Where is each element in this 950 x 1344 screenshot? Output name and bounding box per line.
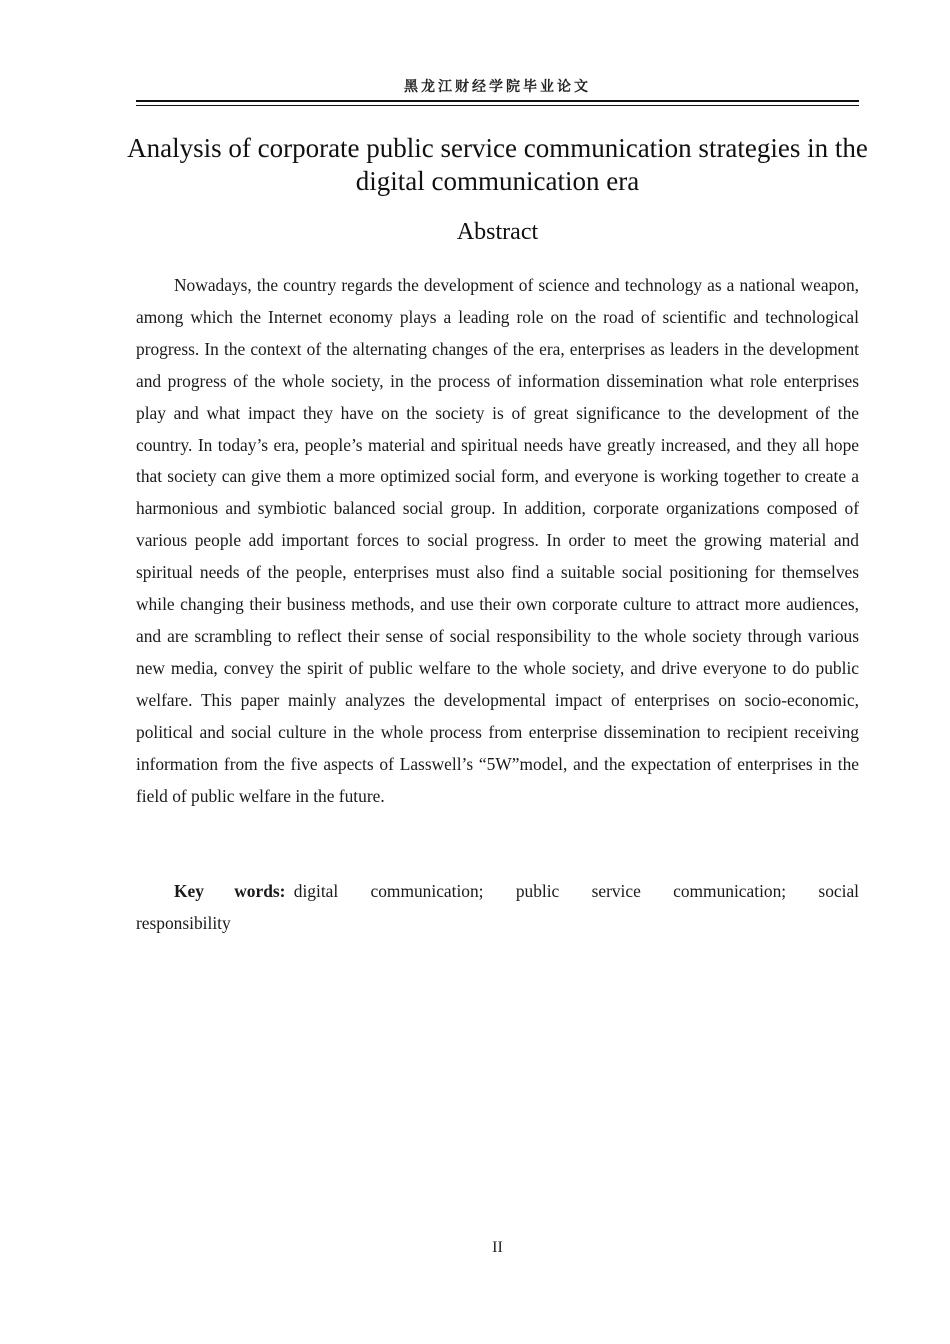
abstract-heading: Abstract [456,219,539,245]
keywords-label: Key words: [174,881,286,901]
keywords-text: digital communication; public service communication; social responsibility [136,881,859,933]
running-header: 黑龙江财经学院毕业论文 [404,79,591,95]
keywords-paragraph [136,876,859,940]
header-rule-thin [136,105,859,106]
header-rule-thick [136,100,859,102]
paper-title: Analysis of corporate public service communication strategies in the digital communication era [127,133,868,196]
page-number: II [492,1239,503,1256]
abstract-body: Nowadays, the country regards the development of science and technology as a national weapon, among which the Internet economy plays a leading role on the road of scientific and technological progress. In the context of the alternating changes of the era, enterprises as leaders in the development and progress of the whole society, in the process of information dissemination what role enterprises play and what impact they have on the society is of great significance to the development of the country. In today’s era, people’s material and spiritual needs have greatly increased, and they all hope that society can give them a more optimized social form, and everyone is working together to create a harmonious and symbiotic balanced social group. In addition, corporate organizations composed of various people add important forces to social progress. In order to meet the growing material and spiritual needs of the people, enterprises must also find a suitable social positioning for themselves while changing their business methods, and use their own corporate culture to attract more audiences, and are scrambling to reflect their sense of social responsibility to the whole society through various new media, convey the spirit of public welfare to the whole society, and drive everyone to do public welfare. This paper mainly analyzes the developmental impact of enterprises on socio-economic, political and social culture in the whole process from enterprise dissemination to recipient receiving information from the five aspects of Lasswell’s “5W”model, and the expectation of enterprises in the field of public welfare in the future. [136,275,859,806]
